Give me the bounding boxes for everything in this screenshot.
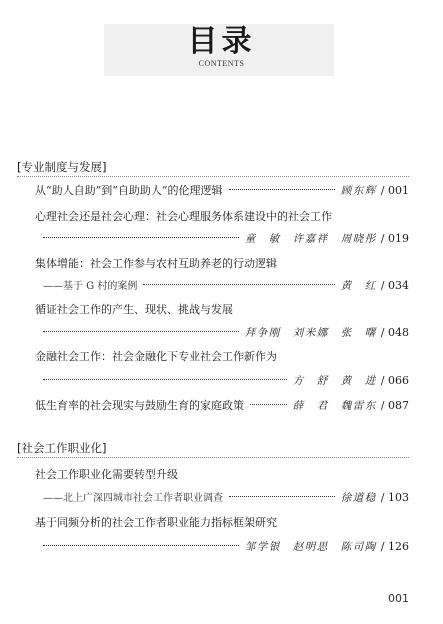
toc-entry-subtitle: ——基于 G 村的案例 [43, 281, 138, 292]
toc-entry-continuation [43, 325, 409, 341]
leader-dots [43, 331, 239, 332]
toc-entry[interactable] [35, 302, 409, 318]
toc-entry-page: / 019 [380, 232, 409, 245]
leader-dots [143, 284, 334, 285]
toc-entry-author: 方 舒 黄 进 [292, 376, 377, 387]
toc-entry-author: 徐道稳 [340, 493, 377, 504]
toc-entry-page: / 103 [380, 491, 409, 504]
toc-entry-continuation [43, 490, 409, 506]
toc-entry-page: / 066 [380, 374, 409, 387]
section-heading-professional-system: [专业制度与发展] [17, 160, 107, 174]
toc-entry-title: 基于同频分析的社会工作者职业能力指标框架研究 [35, 516, 277, 529]
section-heading-professionalization: [社会工作职业化] [17, 441, 107, 455]
toc-entry-title: 循证社会工作的产生、现状、挑战与发展 [35, 303, 233, 316]
toc-entry-title: 心理社会还是社会心理：社会心理服务体系建设中的社会工作 [35, 210, 332, 223]
leader-dots [43, 237, 239, 238]
toc-entry-title: 低生育率的社会现实与鼓励生育的家庭政策 [35, 399, 244, 412]
page-subtitle: CONTENTS [198, 59, 245, 68]
toc-entry-author: 黄 红 [340, 281, 377, 292]
toc-entry[interactable] [35, 349, 409, 365]
toc-entry-continuation [43, 278, 409, 294]
toc-entry-continuation [43, 231, 409, 247]
page-title: 目录 [187, 24, 256, 59]
toc-entry-author: 薛 君 魏雷东 [292, 401, 377, 412]
leader-dots [250, 404, 287, 405]
toc-entry-continuation [43, 539, 409, 555]
leader-dots [43, 379, 287, 380]
toc-entry[interactable] [35, 515, 409, 531]
toc-entry-page: / 126 [380, 540, 409, 553]
section-divider [17, 176, 409, 177]
toc-entry-title: 从“助人自助”到“自助助人”的伦理逻辑 [35, 184, 223, 197]
page-number: 001 [388, 592, 409, 605]
leader-dots [229, 496, 335, 497]
leader-dots [43, 545, 239, 546]
toc-entry[interactable] [35, 209, 409, 225]
leader-dots [229, 189, 335, 190]
toc-entry-continuation [43, 373, 409, 389]
toc-entry[interactable] [35, 467, 409, 483]
toc-entry-page: / 048 [380, 326, 409, 339]
toc-entry[interactable] [35, 256, 409, 272]
toc-entry-page: / 087 [380, 399, 409, 412]
toc-entry-page: / 001 [380, 184, 409, 197]
toc-entry-author: 邹学银 赵明思 陈司陶 [244, 542, 377, 553]
toc-entry-title: 金融社会工作：社会金融化下专业社会工作新作为 [35, 350, 277, 363]
section-divider [17, 457, 409, 458]
toc-entry-author: 童 敏 许嘉祥 周晓彤 [244, 234, 377, 245]
toc-entry[interactable] [35, 398, 409, 414]
toc-entry-title: 集体增能：社会工作参与农村互助养老的行动逻辑 [35, 257, 277, 270]
toc-entry-page: / 034 [380, 279, 409, 292]
toc-entry-author: 顾东辉 [340, 186, 377, 197]
toc-entry-title: 社会工作职业化需要转型升级 [35, 468, 178, 481]
toc-entry-author: 拜争刚 刘米娜 张 曙 [244, 328, 377, 339]
toc-entry[interactable] [35, 183, 409, 199]
toc-entry-subtitle: ——北上广深四城市社会工作者职业调查 [43, 493, 223, 504]
